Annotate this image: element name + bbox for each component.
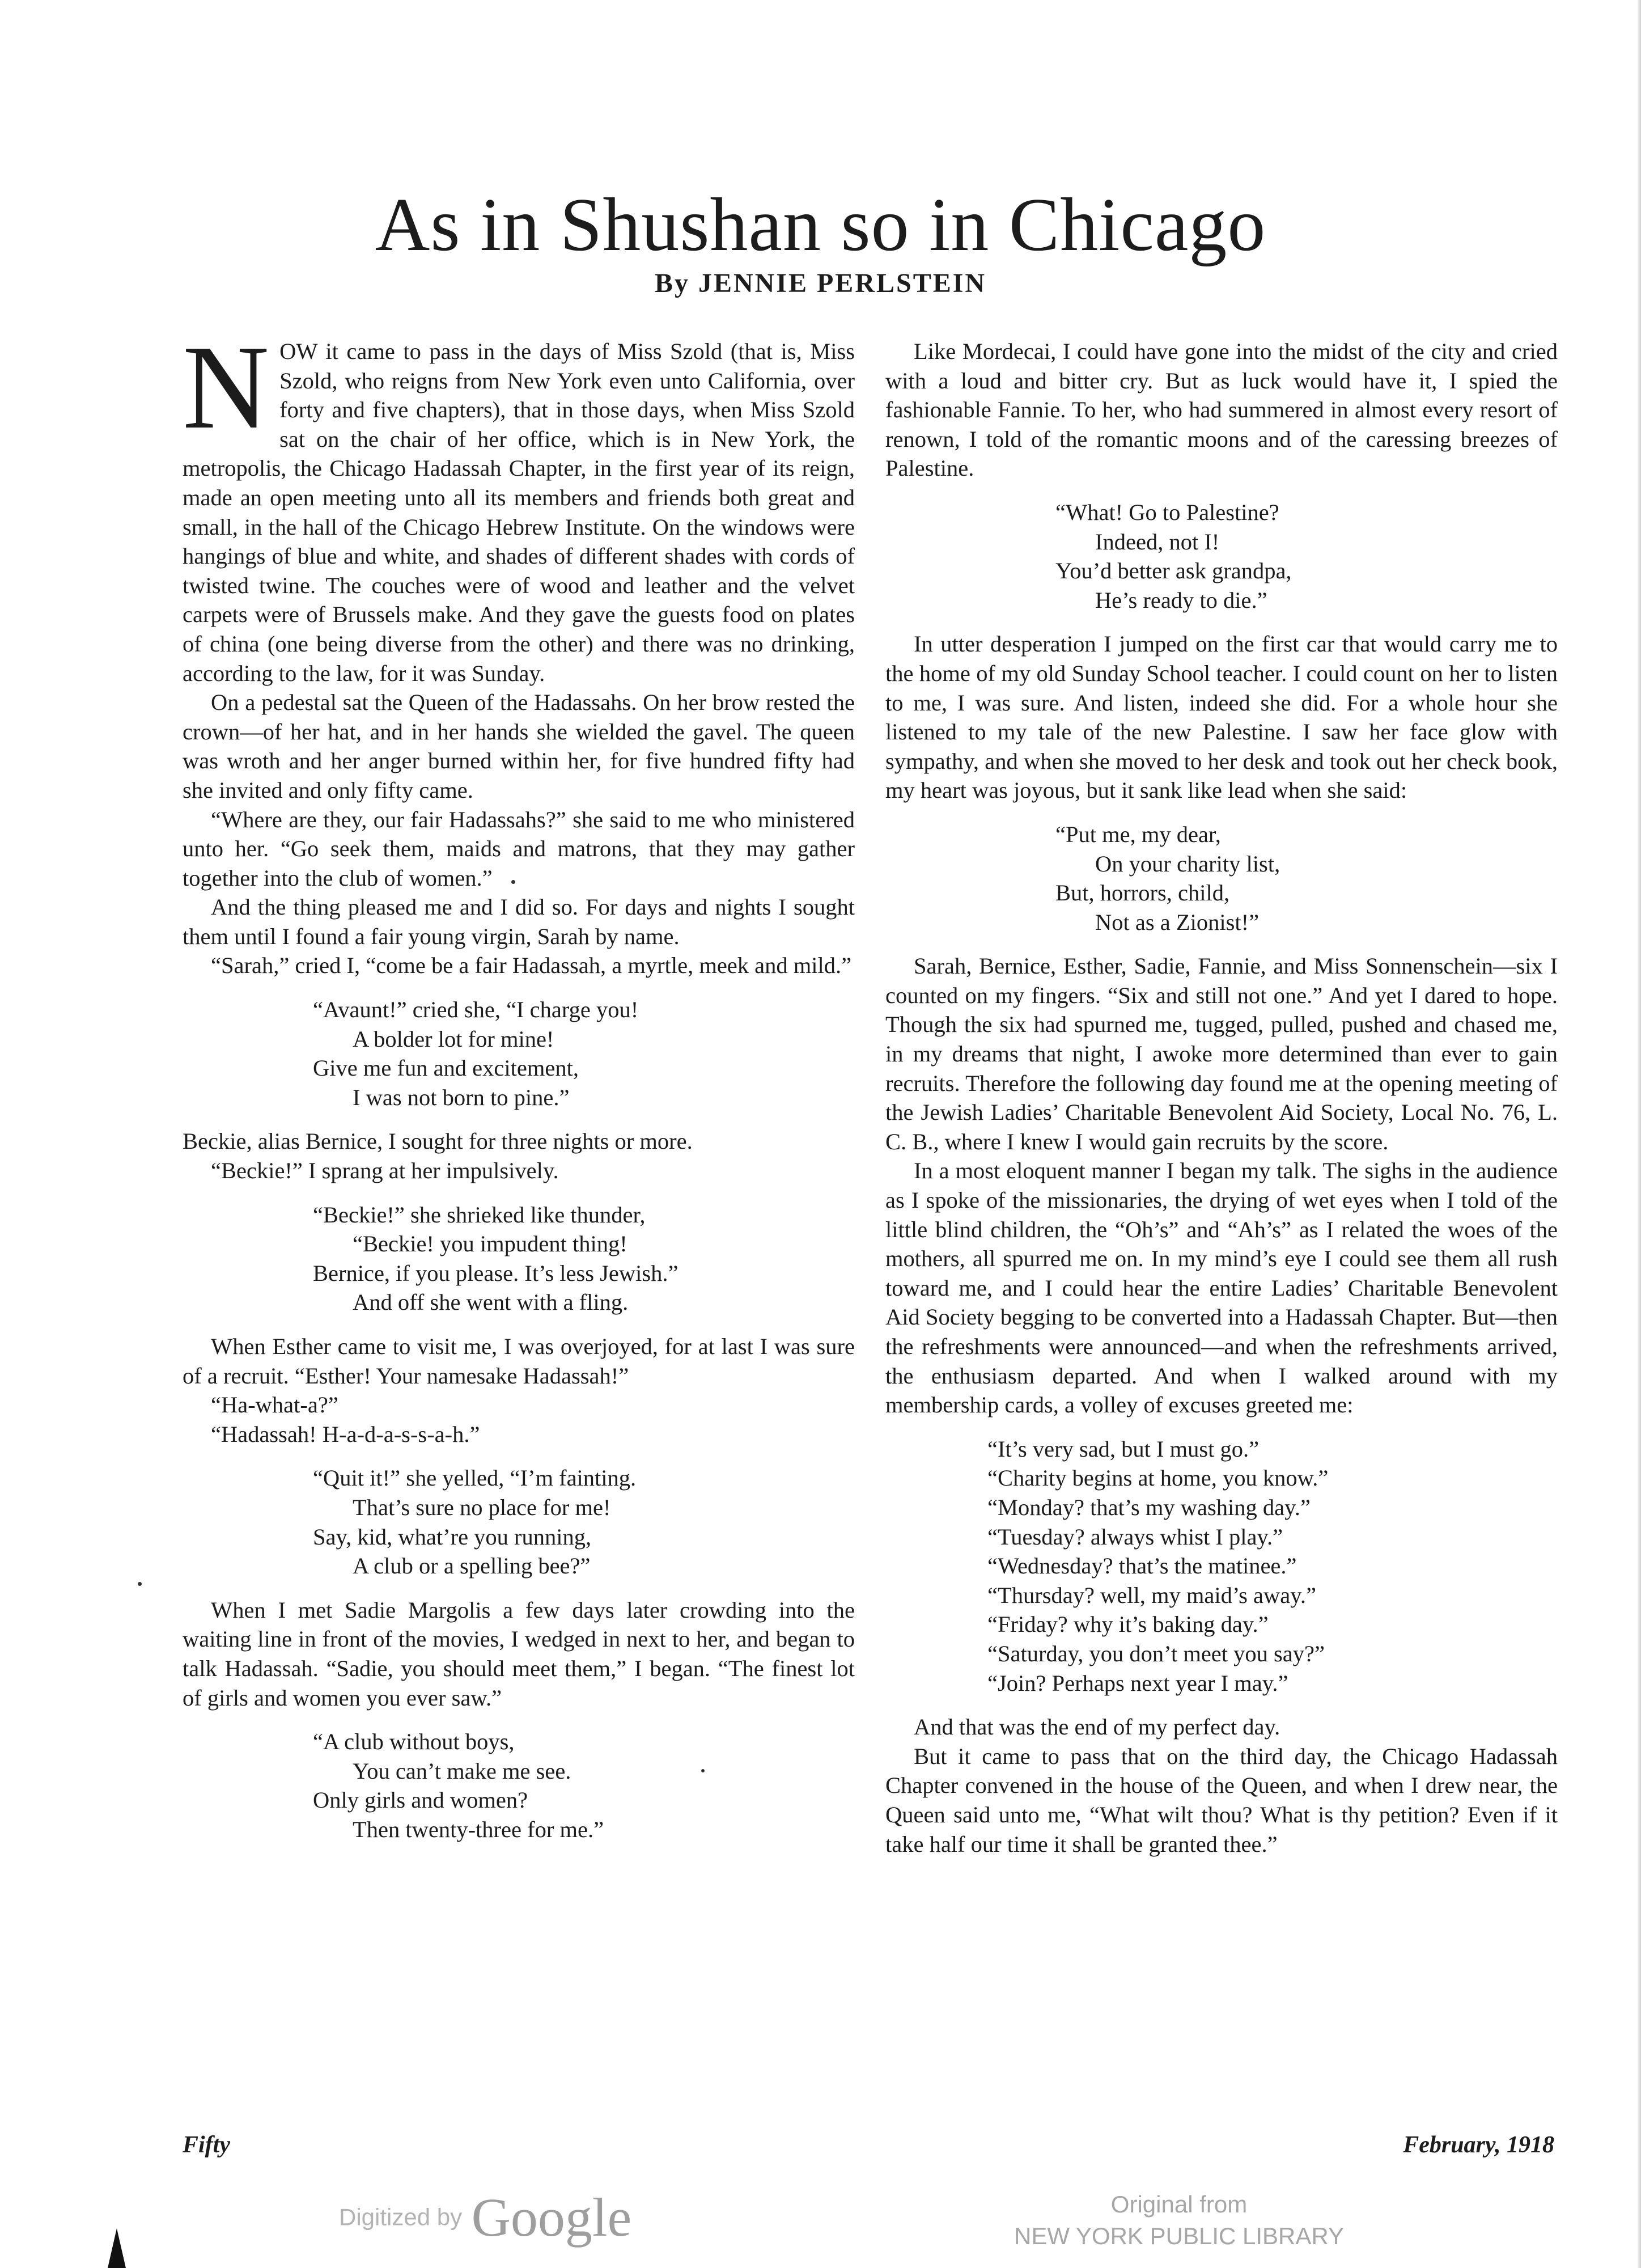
verse-beckie bbox=[183, 1200, 855, 1317]
verse-line: “Monday? that’s my washing day.” bbox=[987, 1494, 1311, 1520]
verse-line: “Put me, my dear, bbox=[1055, 821, 1221, 847]
source-watermark bbox=[964, 2189, 1394, 2252]
left-column bbox=[183, 320, 855, 1859]
paragraph: In a most eloquent manner I began my talk. The sighs in the audience as I spoke of the missionaries, the drying of wet eyes when I told of the little blind children, the “Oh’s” and “Ah’s” as I related the woes of the mothers, all spurred me on. In my mind’s eye I could see them all rush toward me, and I could hear the entire Ladies’ Charitable Benevolent Aid Society begging to be converted into a Hadassah Chapter. But—then the refreshments were announced—and when the refreshments arrived, the enthusiasm departed. And when I walked around with my membership cards, a volley of excuses greeted me: bbox=[885, 1158, 1558, 1418]
verse-line: “Tuesday? always whist I play.” bbox=[987, 1524, 1283, 1550]
library-name: NEW YORK PUBLIC LIBRARY bbox=[1014, 2223, 1344, 2249]
paragraph: When I met Sadie Margolis a few days later crowding into the waiting line in front of the movies, I wedged in next to her, and began to talk Hadassah. “Sadie, you should meet them,” I began. “The finest lot of girls and women you ever saw.” bbox=[183, 1597, 855, 1711]
paragraph: And that was the end of my perfect day. bbox=[914, 1714, 1280, 1740]
verse-line: That’s sure no place for me! bbox=[353, 1494, 611, 1520]
paragraph: But it came to pass that on the third day, the Chicago Hadassah Chapter convened in the house of the Queen, and when I drew near, the Queen said unto me, “What wilt thou? What is thy petition? Even if it take half our time it shall be granted thee.” bbox=[885, 1743, 1558, 1857]
verse-line: You can’t make me see. bbox=[353, 1758, 571, 1784]
scan-speck bbox=[701, 1769, 705, 1772]
verse-line: Then twenty-three for me.” bbox=[353, 1816, 604, 1842]
verse-line: But, horrors, child, bbox=[1055, 880, 1230, 906]
verse-excuses bbox=[885, 1435, 1558, 1698]
paragraph: “Beckie!” I sprang at her impulsively. bbox=[211, 1158, 559, 1184]
original-from-text: Original from bbox=[1110, 2191, 1248, 2218]
digitized-by-text: Digitized by bbox=[339, 2203, 463, 2231]
verse-line: “Saturday, you don’t meet you say?” bbox=[987, 1640, 1325, 1666]
verse-line: He’s ready to die.” bbox=[1095, 587, 1267, 613]
verse-line: Bernice, if you please. It’s less Jewish.” bbox=[313, 1260, 679, 1286]
verse-line: Give me fun and excitement, bbox=[313, 1055, 579, 1081]
paragraph: “Sarah,” cried I, “come be a fair Hadassah, a myrtle, meek and mild.” bbox=[211, 953, 852, 979]
verse-line: Say, kid, what’re you running, bbox=[313, 1524, 592, 1550]
verse-line: You’d better ask grandpa, bbox=[1055, 558, 1292, 584]
verse-line: “Friday? why it’s baking day.” bbox=[987, 1611, 1269, 1637]
paragraph: “Where are they, our fair Hadassahs?” she said to me who ministered unto her. “Go seek them, maids and matrons, that they may gather together into the club of women.” bbox=[183, 806, 855, 891]
verse-line: “Beckie!” she shrieked like thunder, bbox=[313, 1201, 646, 1228]
verse-charity-list bbox=[885, 820, 1558, 937]
issue-date: February, 1918 bbox=[1403, 2132, 1554, 2158]
digitized-by-watermark bbox=[339, 2186, 632, 2248]
verse-line: Indeed, not I! bbox=[1095, 528, 1220, 555]
verse-club-without-boys bbox=[183, 1727, 855, 1844]
paragraph: In utter desperation I jumped on the first car that would carry me to the home of my old Sunday School teacher. I could count on her to listen to me, I was sure. And listen, indeed she did. For a whole hour she listened to my tale of the new Palestine. I saw her face glow with sympathy, and when she moved to her desk and took out her check book, my heart was joyous, but it sank like lead when she said: bbox=[885, 631, 1558, 803]
verse-line: “Beckie! you impudent thing! bbox=[353, 1231, 627, 1257]
scan-thumb-mark bbox=[108, 2228, 126, 2268]
paragraph: “Hadassah! H-a-d-a-s-s-a-h.” bbox=[211, 1421, 480, 1447]
verse-quit-it bbox=[183, 1463, 855, 1580]
verse-line: On your charity list, bbox=[1095, 850, 1280, 877]
verse-line: A bolder lot for mine! bbox=[353, 1026, 554, 1052]
scan-speck bbox=[511, 880, 515, 884]
opening-paragraph-text: OW it came to pass in the days of Miss Szold (that is, Miss Szold, who reigns from New York even unto California, over forty and five chapters), that in those days, when Miss Szold sat on the chair of her office, which is in New York, the metropolis, the Chicago Hadassah Chapter, in the first year of its reign, made an open meeting unto all its members and friends both great and small, in the hall of the Chicago Hebrew Institute. On the windows were hangings of blue and white, and shades of different shades with cords of twisted twine. The couches were of wood and leather and the velvet carpets were of Brussels make. And they gave the guests food on plates of china (one being diverse from the other) and there was no drinking, according to the law, for it was Sunday. bbox=[183, 338, 855, 686]
verse-line: A club or a spelling bee?” bbox=[353, 1553, 591, 1579]
verse-line: “What! Go to Palestine? bbox=[1055, 499, 1279, 525]
right-column bbox=[885, 337, 1558, 1859]
paragraph: “Ha-what-a?” bbox=[211, 1392, 338, 1418]
paragraph: Sarah, Bernice, Esther, Sadie, Fannie, and Miss Sonnenschein—six I counted on my fingers. “Six and still not one.” And yet I dared to hope. Though the six had spurned me, tugged, pulled, pushed and chased me, in my dreams that night, I awoke more determined than ever to gain recruits. Therefore the following day found me at the opening meeting of the Jewish Ladies’ Charitable Benevolent Aid Society, Local No. 76, L. C. B., where I knew I would gain recruits by the score. bbox=[885, 953, 1558, 1154]
opening-paragraph bbox=[183, 320, 855, 688]
verse-line: Only girls and women? bbox=[313, 1787, 528, 1813]
verse-line: “Charity begins at home, you know.” bbox=[987, 1465, 1329, 1491]
paragraph: Beckie, alias Bernice, I sought for three nights or more. bbox=[183, 1128, 693, 1154]
byline: By JENNIE PERLSTEIN bbox=[654, 268, 987, 298]
verse-line: I was not born to pine.” bbox=[353, 1084, 570, 1110]
verse-line: “Thursday? well, my maid’s away.” bbox=[987, 1582, 1316, 1608]
verse-line: And off she went with a fling. bbox=[353, 1289, 629, 1315]
verse-line: “Avaunt!” cried she, “I charge you! bbox=[313, 997, 639, 1023]
page-label: Fifty bbox=[183, 2132, 230, 2158]
verse-line: “A club without boys, bbox=[313, 1729, 515, 1755]
paragraph: And the thing pleased me and I did so. For days and nights I sought them until I found a fair young virgin, Sarah by name. bbox=[183, 894, 855, 949]
scan-speck bbox=[138, 1582, 142, 1586]
verse-line: “It’s very sad, but I must go.” bbox=[987, 1436, 1260, 1462]
verse-line: “Join? Perhaps next year I may.” bbox=[987, 1670, 1288, 1696]
verse-line: “Quit it!” she yelled, “I’m fainting. bbox=[313, 1465, 637, 1491]
article-title: As in Shushan so in Chicago bbox=[375, 183, 1266, 266]
paragraph: When Esther came to visit me, I was overjoyed, for at last I was sure of a recruit. “Esther! Your namesake Hadassah!” bbox=[183, 1334, 855, 1389]
verse-palestine bbox=[885, 498, 1558, 615]
paragraph: On a pedestal sat the Queen of the Hadassahs. On her brow rested the crown—of her hat, and in her hands she wielded the gavel. The queen was wroth and her anger burned within her, for five hundred fifty had she invited and only fifty came. bbox=[183, 689, 855, 803]
verse-line: Not as a Zionist!” bbox=[1095, 909, 1260, 935]
verse-line: “Wednesday? that’s the matinee.” bbox=[987, 1553, 1297, 1579]
google-logo: Google bbox=[471, 2187, 632, 2248]
drop-cap: N bbox=[183, 320, 270, 454]
scan-edge bbox=[1638, 0, 1641, 2268]
paragraph: Like Mordecai, I could have gone into the midst of the city and cried with a loud and bitter cry. But as luck would have it, I spied the fashionable Fannie. To her, who had summered in almost every resort of renown, I told of the romantic moons and of the caressing breezes of Palestine. bbox=[885, 338, 1558, 481]
verse-avaunt bbox=[183, 995, 855, 1112]
